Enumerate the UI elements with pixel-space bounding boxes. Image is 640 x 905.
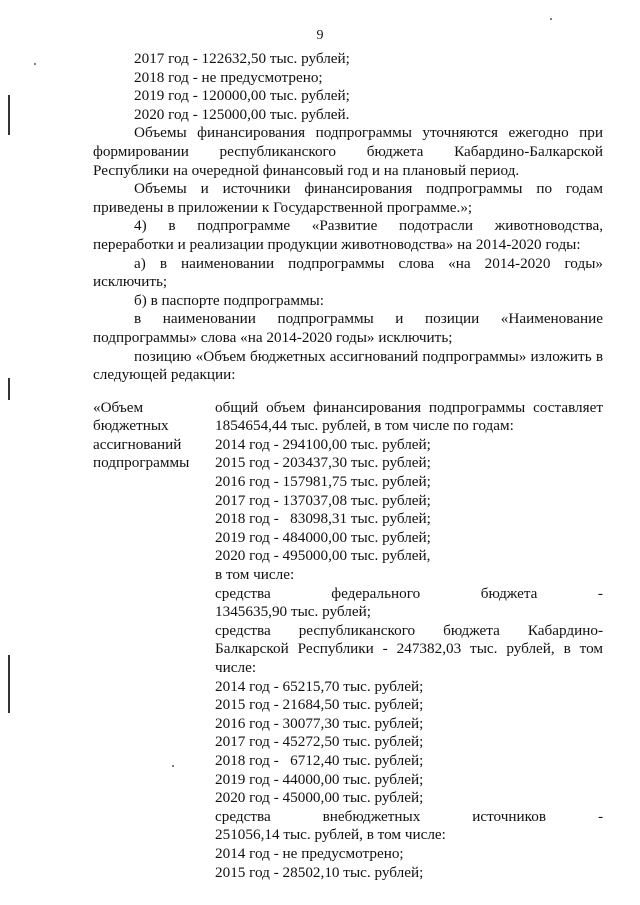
year-line: 2015 год - 21684,50 тыс. рублей; bbox=[215, 696, 424, 714]
year-line: 2018 год - не предусмотрено; bbox=[134, 68, 323, 86]
paragraph-funding-sources: Объемы и источники финансирования подпрограммы по годам приведены в приложении к Государственной программе.»; bbox=[93, 180, 603, 216]
year-line: 2019 год - 44000,00 тыс. рублей; bbox=[215, 770, 424, 788]
year-line: 2018 год - 83098,31 тыс. рублей; bbox=[215, 510, 431, 528]
year-line: 2014 год - 65215,70 тыс. рублей; bbox=[215, 677, 424, 695]
extrabudgetary-funds: средства внебюджетных источников - bbox=[215, 807, 603, 825]
item-4: 4) в подпрограмме «Развитие подотрасли животноводства, переработки и реализации продукции животноводства» на 2014-2020 годы: bbox=[93, 217, 603, 253]
year-line: 2014 год - 294100,00 тыс. рублей; bbox=[215, 435, 431, 453]
year-line: 2017 год - 122632,50 тыс. рублей; bbox=[134, 50, 350, 67]
table-value-column: общий объем финансирования подпрограммы составляет 1854654,44 тыс. рублей, в том числе по годам: 2014 год - 294100,00 тыс. рублей; 2015 год - 203437,30 тыс. рублей; 2016 год - 157981,75 тыс. рублей; 2017 год - 137037,08 тыс. рублей; 2018 год - 83098,31 тыс. рублей; 2019 год - 484000,00 тыс. рублей; 2020 год - 495000,00 тыс. рублей, в том числе: средства федерального бюджета - 1345635,90 тыс. рублей; средства республиканского бюджета Кабардино- Балкарской Республики - 247382,03 тыс. рублей, в том числе: 2014 год - 65215,70 тыс. рублей; 2015 год - 21684,50 тыс. рублей; 2016 год - 30077,30 тыс. рублей; 2017 год - 45272,50 тыс. рублей; 2018 год - 6712,40 тыс. рублей; 2019 год - 44000,00 тыс. рублей; 2020 год - 45000,00 тыс. рублей; средства внебюджетных источников - 251056,14 тыс. рублей, в том числе: 2014 год - не предусмотрено; 2015 год - 28502,10 тыс. рублей; bbox=[215, 398, 603, 881]
item-a: а) в наименовании подпрограммы слова «на 2014-2020 годы» исключить; bbox=[93, 254, 603, 291]
item-b1: в наименовании подпрограммы и позиции «Наименование подпрограммы» слова «на 2014-2020 годы» исключить; bbox=[93, 310, 603, 346]
document-body bbox=[93, 50, 603, 882]
year-line: 2020 год - 45000,00 тыс. рублей; bbox=[215, 789, 424, 807]
top-years-list bbox=[93, 50, 603, 124]
year-line: 2017 год - 45272,50 тыс. рублей; bbox=[215, 733, 424, 751]
year-line: 2014 год - не предусмотрено; bbox=[215, 844, 404, 862]
federal-funds: средства федерального бюджета - bbox=[215, 584, 603, 602]
item-b2: позицию «Объем бюджетных ассигнований подпрограммы» изложить в следующей редакции: bbox=[93, 347, 603, 384]
scan-mark bbox=[8, 378, 10, 400]
year-line: 2020 год - 125000,00 тыс. рублей. bbox=[134, 105, 350, 123]
year-line: 2015 год - 203437,30 тыс. рублей; bbox=[215, 454, 431, 472]
year-line: 2019 год - 120000,00 тыс. рублей; bbox=[134, 87, 350, 105]
scan-dot bbox=[550, 18, 552, 20]
page-number: 9 bbox=[316, 28, 324, 43]
year-line: 2016 год - 157981,75 тыс. рублей; bbox=[215, 473, 431, 491]
scan-mark bbox=[8, 655, 10, 713]
scan-dot bbox=[34, 63, 36, 65]
year-line: 2017 год - 137037,08 тыс. рублей; bbox=[215, 491, 431, 509]
table-label-column: «Объем бюджетных ассигнований подпрограммы bbox=[93, 398, 190, 472]
year-line: 2019 год - 484000,00 тыс. рублей; bbox=[215, 528, 431, 546]
item-b: б) в паспорте подпрограммы: bbox=[134, 291, 324, 309]
year-line: 2020 год - 495000,00 тыс. рублей, bbox=[215, 547, 431, 565]
republic-funds: средства республиканского бюджета Кабардино- bbox=[215, 621, 603, 639]
scan-mark bbox=[8, 95, 10, 135]
paragraph-funding-annual: Объемы финансирования подпрограммы уточняются ежегодно при формировании республиканского бюджета Кабардино-Балкарской Республики на очередной финансовый год и на плановый период. bbox=[93, 124, 603, 179]
year-line: 2016 год - 30077,30 тыс. рублей; bbox=[215, 714, 424, 732]
passport-table bbox=[93, 399, 603, 882]
year-line: 2015 год - 28502,10 тыс. рублей; bbox=[215, 863, 424, 881]
year-line: 2018 год - 6712,40 тыс. рублей; bbox=[215, 751, 424, 769]
